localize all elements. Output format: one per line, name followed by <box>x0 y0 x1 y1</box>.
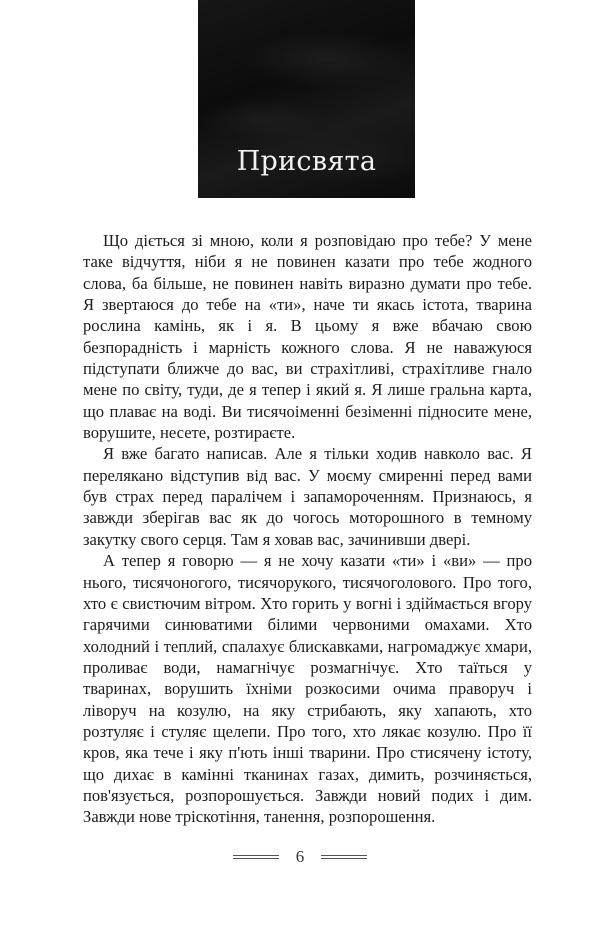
footer-right-rule <box>321 855 367 859</box>
footer-left-rule <box>233 855 279 859</box>
paragraph: Я вже багато написав. Але я тільки ходив навколо вас. Я перелякано відступив від вас. У моєму смиренні перед вами був страх перед паралічем і запамороченням. Признаюсь, я завжди зберігав вас як до чогось моторошного в темному закутку свого серця. Там я ховав вас, зачинивши двері. <box>83 444 532 549</box>
chapter-body <box>83 230 532 828</box>
page-number: 6 <box>295 847 305 866</box>
paragraph: Що діється зі мною, коли я розповідаю про тебе? У мене таке відчуття, ніби я не повинен казати про тебе жодного слова, ба більше, не повинен навіть виразно думати про тебе. Я звертаюся до тебе на «ти», наче ти якась істота, тварина рослина камінь, як і я. В цьому я вже вбачаю свою безпорадність і марність кожного слова. Я не наважуюся підступати ближче до вас, ви страхітливі, страхітливе гнало мене по світу, туди, де я тепер і який я. Я лише гральна карта, що плаває на воді. Ви тисячоіменні безіменні підносите мене, ворушите, несете, розтираєте. <box>83 231 532 443</box>
paragraph: А тепер я говорю — я не хочу казати «ти» і «ви» — про нього, тисячоногого, тисячорукого, тисячоголового. Про того, хто є свистючим вітром. Хто горить у вогні і здіймається вгору гарячими синюватими білими червоними омахами. Хто холодний і теплий, спалахує блискавками, нагромаджує хмари, проливає води, намагнічує розмагнічує. Хто таїться у тваринах, ворушить їхніми розкосими очима праворуч і ліворуч на козулю, на яку стрибають, яку хапають, хто розтуляє і стуляє щелепи. Про того, хто лякає козулю. Про її кров, яка тече і яку п'ють інші тварини. Про стисячену істоту, що дихає в камінні тканинах газах, димить, розчиняється, пов'язується, розпорошується. Завжди новий подих і дим. Завжди нове тріскотіння, танення, розпорошення. <box>83 551 532 827</box>
chapter-title: Присвята <box>236 146 377 177</box>
chapter-header-image <box>198 0 415 198</box>
page-footer <box>0 845 600 869</box>
